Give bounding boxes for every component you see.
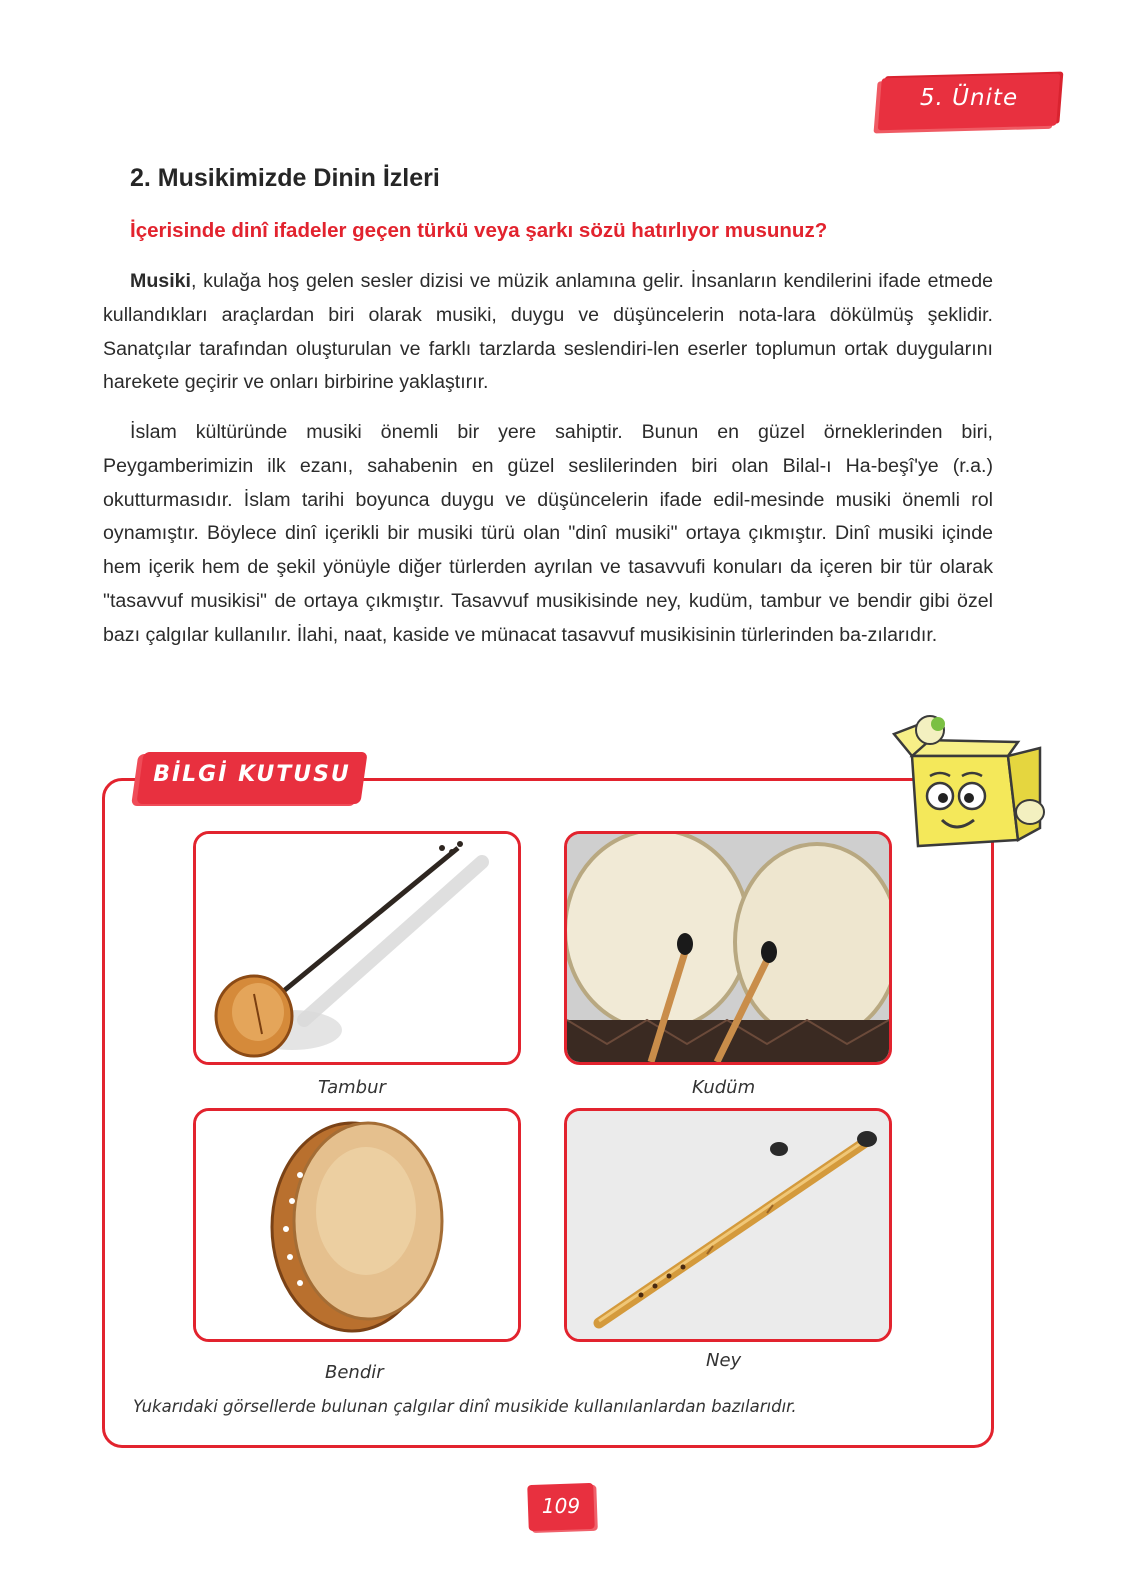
term-musiki: Musiki [130, 270, 191, 292]
caption-tambur: Tambur [318, 1077, 386, 1098]
unit-tab [880, 76, 1058, 128]
page-number-text: 109 [541, 1494, 581, 1518]
mascot-box-character [890, 712, 1050, 852]
paragraph-musiki-text: , kulağa hoş gelen sesler dizisi ve müzik anlamına gelir. İnsanların kendilerini ifade etmede kullandıkları araçlardan biri olarak musiki, duygu ve düşüncelerin nota-lara dökülmüş şeklidir. Sanatçılar tarafından oluşturulan ve farklı tarzlarda seslendiri-len eserler toplumun ortak duygularını harekete geçirir ve onları birbirine yaklaştırır. [103, 270, 993, 394]
info-box-label-text: BİLGİ KUTUSU [153, 762, 351, 787]
caption-bendir: Bendir [325, 1362, 384, 1383]
page-number [528, 1484, 594, 1530]
caption-kudum: Kudüm [692, 1077, 756, 1098]
section-title: 2. Musikimizde Dinin İzleri [130, 164, 440, 192]
unit-label: 5. Ünite [919, 85, 1019, 111]
paragraph-islam-culture [103, 416, 993, 653]
kudum-image [564, 831, 892, 1065]
section-question: İçerisinde dinî ifadeler geçen türkü veya şarkı sözü hatırlıyor musunuz? [130, 219, 828, 242]
caption-ney: Ney [706, 1350, 742, 1371]
tambur-image [193, 831, 521, 1065]
paragraph-islam-culture-text: İslam kültüründe musiki önemli bir yere sahiptir. Bunun en güzel örneklerinden biri, Peygamberimizin ilk ezanı, sahabenin en güzel seslilerinden biri olan Bilal-ı Ha-beşî'ye (r.a.) okutturmasıdır. İslam tarihi boyunca duygu ve düşüncelerin ifade edil-mesinde musiki önemli rol oynamıştır. Böylece dinî içerikli bir musiki türü olan "dinî musiki" ortaya çıkmıştır. Dinî musiki içinde hem içerik hem de şekil yönüyle diğer türlerden ayrılan ve tasavvufi konuları da içeren bir tür olarak "tasavvuf musikisi" de ortaya çıkmıştır. Tasavvuf musikisinde ney, kudüm, tambur ve bendir gibi özel bazı çalgılar kullanılır. İlahi, naat, kaside ve münacat tasavvuf musikisinin türlerinden ba-zılarıdır. [103, 421, 993, 646]
info-box-label [140, 752, 364, 804]
paragraph-musiki [103, 265, 993, 400]
bendir-image [193, 1108, 521, 1342]
info-box-note: Yukarıdaki görsellerde bulunan çalgılar dinî musikide kullanılanlardan bazılarıdır. [133, 1397, 797, 1416]
ney-image [564, 1108, 892, 1342]
